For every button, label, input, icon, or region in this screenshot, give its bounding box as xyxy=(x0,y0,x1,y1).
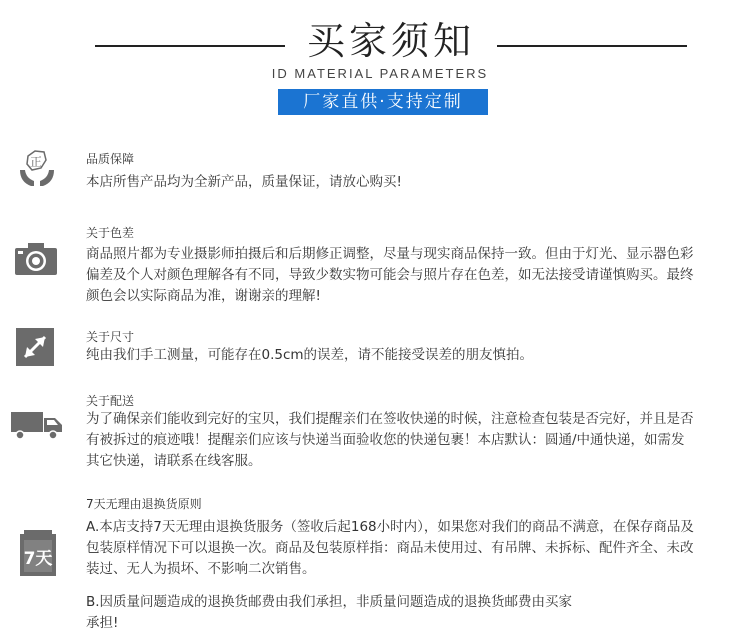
section-title: 品质保障 xyxy=(86,152,135,166)
camera-icon xyxy=(14,240,58,280)
section-body xyxy=(86,409,696,472)
title-rule-right xyxy=(497,45,687,47)
section-body xyxy=(86,517,696,634)
promo-banner: 厂家直供·支持定制 xyxy=(278,89,488,115)
hands-quality-icon xyxy=(16,148,58,194)
section-title: 关于配送 xyxy=(86,394,135,408)
page-title: 买家须知 xyxy=(306,19,475,63)
section-paragraph: 纯由我们手工测量，可能存在0.5cm的误差，请不能接受误差的朋友慎拍。 xyxy=(86,347,534,363)
section-title: 关于色差 xyxy=(86,226,135,240)
page-subtitle: ID MATERIAL PARAMETERS xyxy=(271,66,489,81)
seven-day-return-icon xyxy=(20,530,56,580)
header xyxy=(0,0,750,130)
section-body xyxy=(86,172,696,193)
section-body xyxy=(86,244,696,307)
section-paragraph: 为了确保亲们能收到完好的宝贝，我们提醒亲们在签收快递的时候，注意检查包装是否完好，并且是否有被拆过的痕迹哦！提醒亲们应该与快递当面验收您的快递包裹！本店默认：圆通/中通快递，如需发其它快递，请联系在线客服。 xyxy=(86,411,694,469)
section-paragraph: A.本店支持7天无理由退换货服务（签收后起168小时内），如果您对我们的商品不满意，在保存商品及包装原样情况下可以退换一次。商品及包装原样指：商品未使用过、有吊牌、未拆标、配件齐全、未改装过、无人为损坏、不影响二次销售。 xyxy=(86,519,694,577)
section-paragraph: 商品照片都为专业摄影师拍摄后和后期修正调整，尽量与现实商品保持一致。但由于灯光、显示器色彩偏差及个人对颜色理解各有不同，导致少数实物可能会与照片存在色差，如无法接受请谨慎购买。最终颜色会以实际商品为准，谢谢亲的理解! xyxy=(86,246,694,304)
section-title: 关于尺寸 xyxy=(86,330,135,344)
section-paragraph: B.因质量问题造成的退换货邮费由我们承担，非质量问题造成的退换货邮费由买家承担! xyxy=(86,594,573,631)
svg-text:正: 正 xyxy=(29,155,43,169)
return-icon-label: 7天 xyxy=(23,549,53,569)
section-paragraph: 本店所售产品均为全新产品，质量保证，请放心购买! xyxy=(86,174,402,190)
section-body xyxy=(86,345,696,366)
section-title: 7天无理由退换货原则 xyxy=(86,497,202,511)
truck-icon xyxy=(11,410,63,444)
title-rule-left xyxy=(95,45,285,47)
resize-arrow-icon xyxy=(16,328,54,370)
